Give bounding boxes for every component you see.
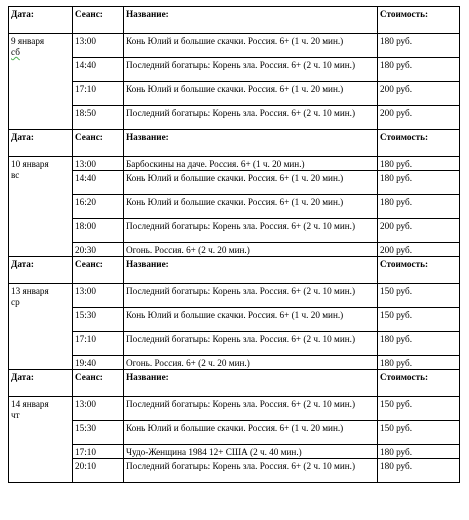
movie-title-cell: Огонь. Россия. 6+ (2 ч. 20 мин.) bbox=[124, 243, 378, 257]
date-cell bbox=[9, 284, 73, 370]
schedule-table bbox=[8, 6, 460, 483]
header-price: Стоимость: bbox=[378, 370, 460, 397]
table-row bbox=[9, 243, 460, 257]
weekday-label: сб bbox=[11, 47, 20, 57]
session-time-cell: 13:00 bbox=[73, 397, 124, 421]
date-cell bbox=[9, 157, 73, 257]
movie-title-cell: Последний богатырь: Корень зла. Россия. 6+ (2 ч. 10 мин.) bbox=[124, 459, 378, 483]
header-date: Дата: bbox=[9, 7, 73, 34]
movie-title-cell: Конь Юлий и большие скачки. Россия. 6+ (1 ч. 20 мин.) bbox=[124, 421, 378, 445]
table-row bbox=[9, 308, 460, 332]
header-date: Дата: bbox=[9, 370, 73, 397]
movie-title-cell: Конь Юлий и большие скачки. Россия. 6+ (1 ч. 20 мин.) bbox=[124, 195, 378, 219]
price-cell: 200 руб. bbox=[378, 243, 460, 257]
block-header-row bbox=[9, 7, 460, 34]
table-row bbox=[9, 445, 460, 459]
price-cell: 180 руб. bbox=[378, 356, 460, 370]
weekday-label: ср bbox=[11, 297, 20, 307]
header-session: Сеанс: bbox=[73, 7, 124, 34]
header-title: Название: bbox=[124, 7, 378, 34]
movie-title-cell: Конь Юлий и большие скачки. Россия. 6+ (1 ч. 20 мин.) bbox=[124, 171, 378, 195]
header-session: Сеанс: bbox=[73, 257, 124, 284]
header-title: Название: bbox=[124, 370, 378, 397]
session-time-cell: 14:40 bbox=[73, 171, 124, 195]
session-time-cell: 13:00 bbox=[73, 34, 124, 58]
price-cell: 180 руб. bbox=[378, 332, 460, 356]
block-header-row bbox=[9, 130, 460, 157]
price-cell: 180 руб. bbox=[378, 171, 460, 195]
date-label: 9 января bbox=[11, 36, 45, 46]
table-row bbox=[9, 82, 460, 106]
session-time-cell: 13:00 bbox=[73, 157, 124, 171]
header-price: Стоимость: bbox=[378, 7, 460, 34]
table-row bbox=[9, 195, 460, 219]
movie-title-cell: Последний богатырь: Корень зла. Россия. 6+ (2 ч. 10 мин.) bbox=[124, 284, 378, 308]
header-title: Название: bbox=[124, 130, 378, 157]
date-cell bbox=[9, 34, 73, 130]
movie-title-cell: Чудо-Женщина 1984 12+ США (2 ч. 40 мин.) bbox=[124, 445, 378, 459]
header-date: Дата: bbox=[9, 130, 73, 157]
date-label: 14 января bbox=[11, 399, 49, 409]
price-cell: 180 руб. bbox=[378, 445, 460, 459]
session-time-cell: 17:10 bbox=[73, 445, 124, 459]
movie-title-cell: Барбоскины на даче. Россия. 6+ (1 ч. 20 мин.) bbox=[124, 157, 378, 171]
header-date: Дата: bbox=[9, 257, 73, 284]
date-label: 13 января bbox=[11, 286, 49, 296]
table-row bbox=[9, 171, 460, 195]
session-time-cell: 18:00 bbox=[73, 219, 124, 243]
price-cell: 180 руб. bbox=[378, 459, 460, 483]
header-price: Стоимость: bbox=[378, 130, 460, 157]
header-title: Название: bbox=[124, 257, 378, 284]
session-time-cell: 14:40 bbox=[73, 58, 124, 82]
header-price: Стоимость: bbox=[378, 257, 460, 284]
price-cell: 150 руб. bbox=[378, 284, 460, 308]
weekday-label: вс bbox=[11, 170, 20, 180]
table-row bbox=[9, 284, 460, 308]
movie-title-cell: Последний богатырь: Корень зла. Россия. 6+ (2 ч. 10 мин.) bbox=[124, 58, 378, 82]
movie-title-cell: Последний богатырь: Корень зла. Россия. 6+ (2 ч. 10 мин.) bbox=[124, 332, 378, 356]
header-session: Сеанс: bbox=[73, 130, 124, 157]
price-cell: 200 руб. bbox=[378, 106, 460, 130]
table-row bbox=[9, 34, 460, 58]
movie-title-cell: Конь Юлий и большие скачки. Россия. 6+ (1 ч. 20 мин.) bbox=[124, 308, 378, 332]
price-cell: 150 руб. bbox=[378, 421, 460, 445]
session-time-cell: 20:10 bbox=[73, 459, 124, 483]
session-time-cell: 15:30 bbox=[73, 421, 124, 445]
price-cell: 180 руб. bbox=[378, 34, 460, 58]
block-header-row bbox=[9, 257, 460, 284]
price-cell: 180 руб. bbox=[378, 58, 460, 82]
table-row bbox=[9, 421, 460, 445]
date-label: 10 января bbox=[11, 159, 49, 169]
session-time-cell: 19:40 bbox=[73, 356, 124, 370]
header-session: Сеанс: bbox=[73, 370, 124, 397]
table-row bbox=[9, 157, 460, 171]
price-cell: 150 руб. bbox=[378, 397, 460, 421]
document-page bbox=[8, 6, 459, 483]
session-time-cell: 18:50 bbox=[73, 106, 124, 130]
block-header-row bbox=[9, 370, 460, 397]
date-cell bbox=[9, 397, 73, 483]
session-time-cell: 15:30 bbox=[73, 308, 124, 332]
table-row bbox=[9, 332, 460, 356]
movie-title-cell: Последний богатырь: Корень зла. Россия. 6+ (2 ч. 10 мин.) bbox=[124, 219, 378, 243]
table-row bbox=[9, 459, 460, 483]
price-cell: 180 руб. bbox=[378, 195, 460, 219]
weekday-label: чт bbox=[11, 410, 20, 420]
table-row bbox=[9, 356, 460, 370]
table-row bbox=[9, 106, 460, 130]
price-cell: 200 руб. bbox=[378, 219, 460, 243]
table-row bbox=[9, 397, 460, 421]
session-time-cell: 17:10 bbox=[73, 332, 124, 356]
price-cell: 200 руб. bbox=[378, 82, 460, 106]
movie-title-cell: Последний богатырь: Корень зла. Россия. 6+ (2 ч. 10 мин.) bbox=[124, 397, 378, 421]
price-cell: 180 руб. bbox=[378, 157, 460, 171]
movie-title-cell: Конь Юлий и большие скачки. Россия. 6+ (1 ч. 20 мин.) bbox=[124, 82, 378, 106]
table-row bbox=[9, 58, 460, 82]
session-time-cell: 16:20 bbox=[73, 195, 124, 219]
movie-title-cell: Конь Юлий и большие скачки. Россия. 6+ (1 ч. 20 мин.) bbox=[124, 34, 378, 58]
session-time-cell: 13:00 bbox=[73, 284, 124, 308]
session-time-cell: 17:10 bbox=[73, 82, 124, 106]
price-cell: 150 руб. bbox=[378, 308, 460, 332]
session-time-cell: 20:30 bbox=[73, 243, 124, 257]
table-row bbox=[9, 219, 460, 243]
schedule-body bbox=[9, 7, 460, 483]
movie-title-cell: Последний богатырь: Корень зла. Россия. 6+ (2 ч. 10 мин.) bbox=[124, 106, 378, 130]
movie-title-cell: Огонь. Россия. 6+ (2 ч. 20 мин.) bbox=[124, 356, 378, 370]
